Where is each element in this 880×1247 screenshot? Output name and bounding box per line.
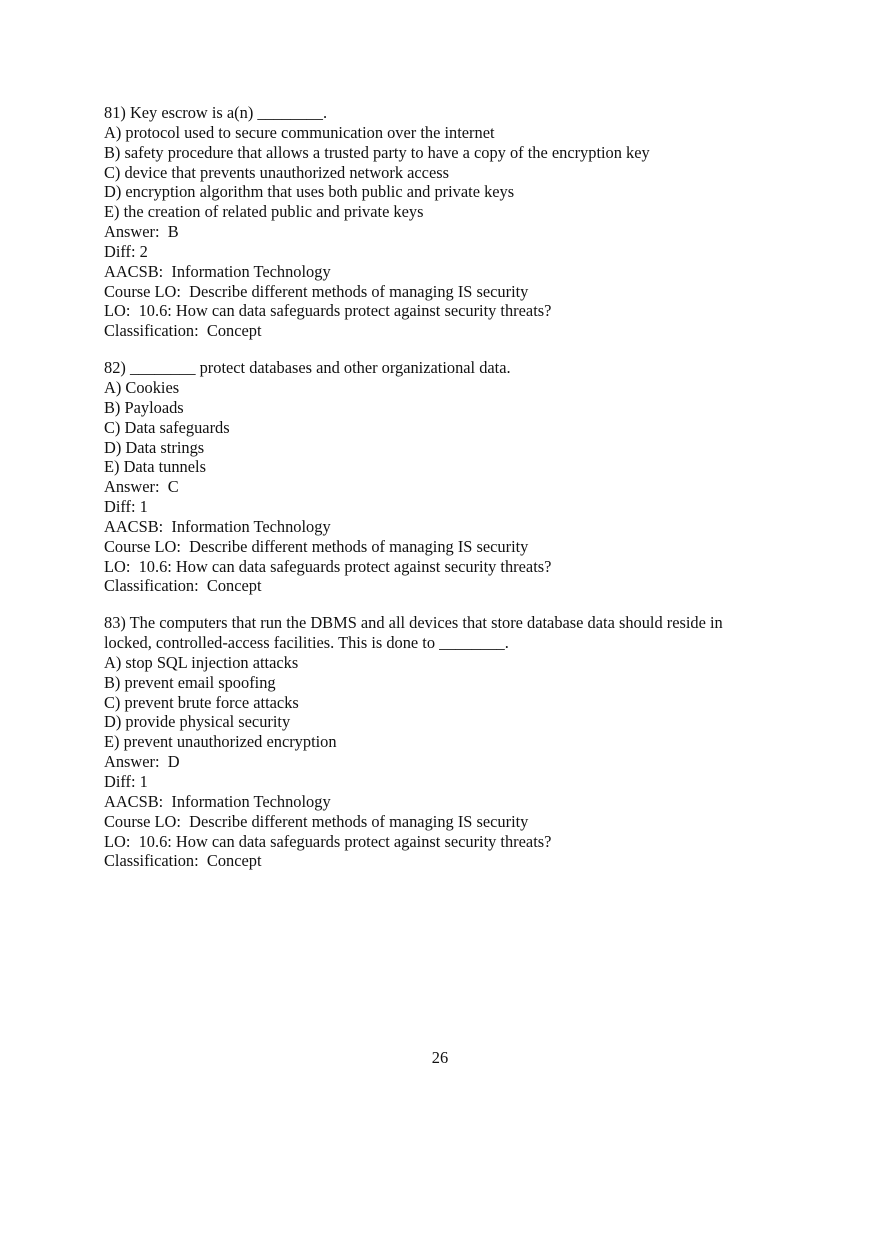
question-text: 82) ________ protect databases and other organizational data. <box>104 358 511 378</box>
difficulty: Diff: 1 <box>104 772 148 791</box>
answer-option: B) safety procedure that allows a trusted party to have a copy of the encryption key <box>104 142 650 162</box>
answer-key: Answer: B <box>104 222 179 242</box>
answer-option: D) encryption algorithm that uses both public and private keys <box>104 182 515 202</box>
answer-option: B) Payloads <box>104 397 184 417</box>
difficulty: Diff: 2 <box>104 241 148 261</box>
question-text: 83) The computers that run the DBMS and all devices that store database data should reside in locked, controlled-access facilities. This is done to ________. <box>104 613 727 653</box>
classification: Classification: Concept <box>104 321 262 341</box>
answer-key: Answer: D <box>104 752 180 772</box>
learning-objective: LO: 10.6: How can data safeguards protect against security threats? <box>104 556 552 576</box>
classification: Classification: Concept <box>104 576 262 596</box>
course-lo: Course LO: Describe different methods of managing IS security <box>104 811 529 831</box>
aacsb-tag: AACSB: Information Technology <box>104 516 331 536</box>
answer-option: C) device that prevents unauthorized network access <box>104 162 449 182</box>
learning-objective: LO: 10.6: How can data safeguards protect against security threats? <box>104 301 552 321</box>
learning-objective: LO: 10.6: How can data safeguards protect against security threats? <box>104 831 552 851</box>
answer-option: D) provide physical security <box>104 712 291 732</box>
answer-key: Answer: C <box>104 477 179 497</box>
answer-option: A) protocol used to secure communication over the internet <box>104 122 495 142</box>
course-lo: Course LO: Describe different methods of managing IS security <box>104 536 529 556</box>
answer-option: C) Data safeguards <box>104 417 230 437</box>
classification: Classification: Concept <box>104 851 262 871</box>
document-body <box>104 103 769 888</box>
answer-option: A) Cookies <box>104 377 180 397</box>
answer-option: A) stop SQL injection attacks <box>104 652 299 672</box>
aacsb-tag: AACSB: Information Technology <box>104 791 331 811</box>
question-block <box>104 103 769 341</box>
aacsb-tag: AACSB: Information Technology <box>104 261 331 281</box>
course-lo: Course LO: Describe different methods of managing IS security <box>104 281 529 301</box>
answer-option: B) prevent email spoofing <box>104 672 276 692</box>
answer-option: D) Data strings <box>104 437 205 457</box>
page-number: 26 <box>431 1048 449 1067</box>
answer-option: C) prevent brute force attacks <box>104 692 299 712</box>
answer-option: E) prevent unauthorized encryption <box>104 732 337 752</box>
question-text: 81) Key escrow is a(n) ________. <box>104 103 328 122</box>
answer-option: E) Data tunnels <box>104 457 206 477</box>
difficulty: Diff: 1 <box>104 497 148 517</box>
question-block <box>104 358 769 596</box>
answer-option: E) the creation of related public and private keys <box>104 202 424 222</box>
question-block <box>104 613 769 871</box>
